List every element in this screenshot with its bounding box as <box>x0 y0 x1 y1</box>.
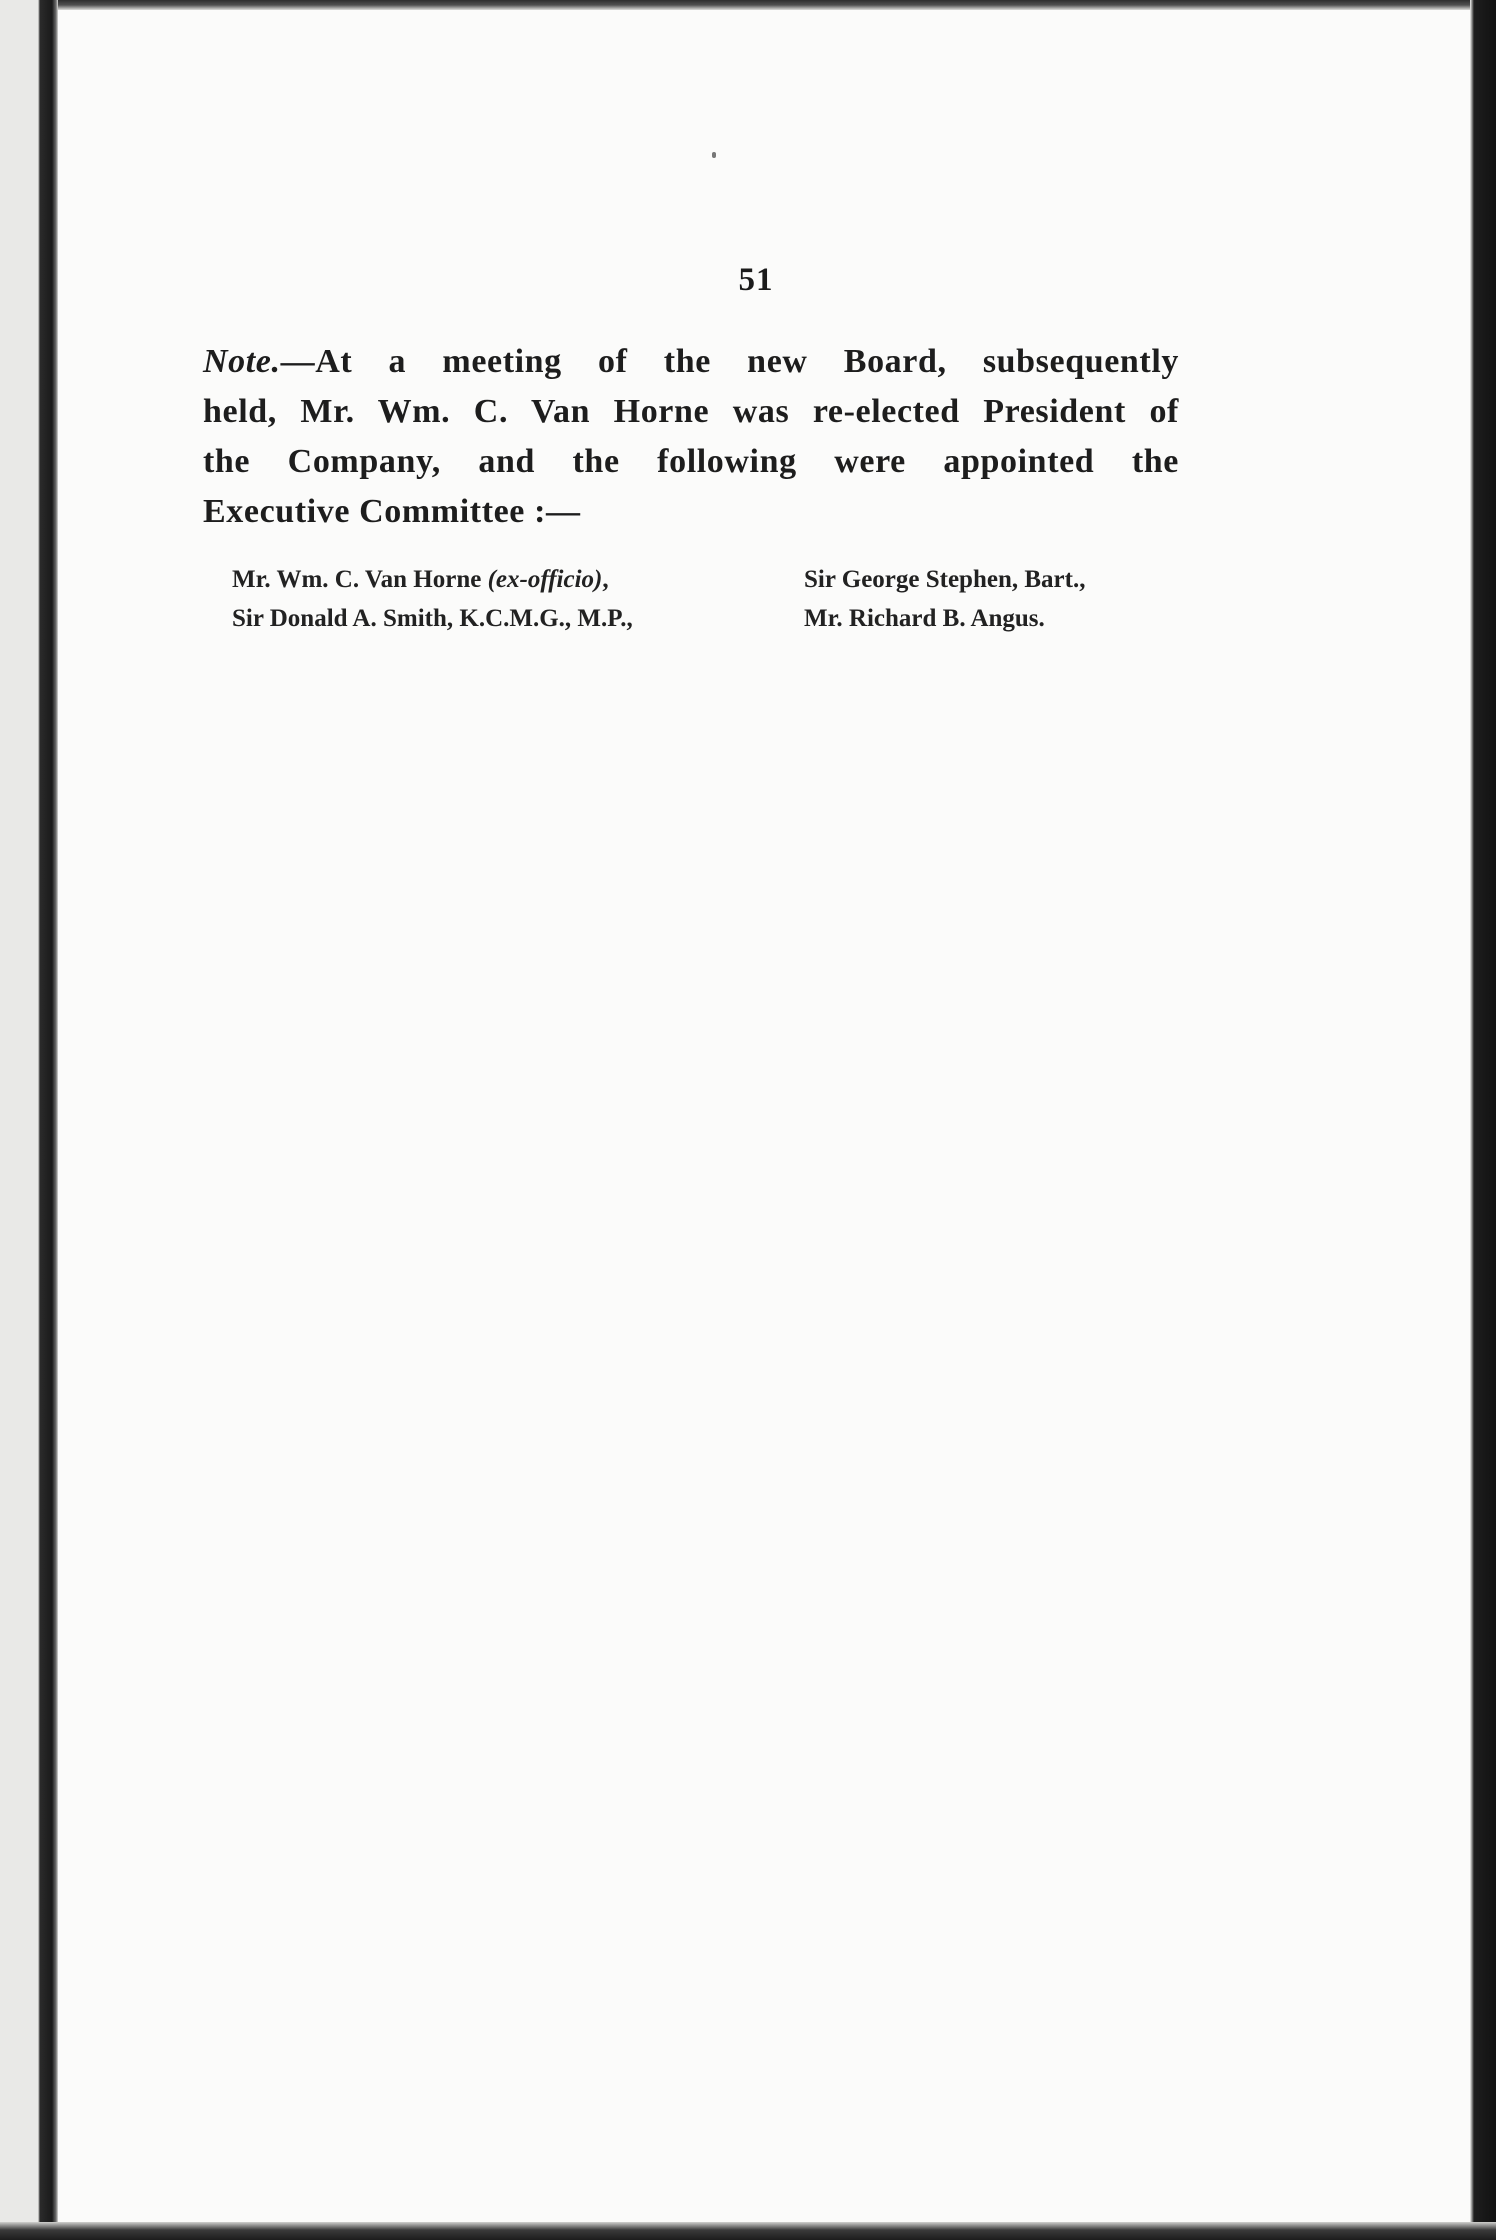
page-binding-edge <box>0 0 58 2240</box>
note-line-1-text: At a meeting of the new Board, subsequently <box>315 343 1179 380</box>
committee-member-suffix: , <box>602 566 609 593</box>
note-line-4: Executive Committee :— <box>203 493 581 530</box>
page-top-edge <box>0 0 1496 10</box>
note-label: Note. <box>203 343 281 380</box>
scan-speck <box>712 152 716 158</box>
committee-column-left <box>232 560 633 638</box>
committee-member-name: Mr. Richard B. Angus. <box>804 605 1045 632</box>
note-line-3: the Company, and the following were appointed the <box>203 443 1179 480</box>
page-right-edge <box>1470 0 1496 2240</box>
committee-member-name: Mr. Wm. C. Van Horne <box>232 566 482 593</box>
committee-member <box>232 599 633 638</box>
note-line-2: held, Mr. Wm. C. Van Horne was re-elected President of <box>203 393 1179 430</box>
committee-member-name: Sir Donald A. Smith, K.C.M.G., M.P., <box>232 605 633 632</box>
page-bottom-edge <box>0 2222 1496 2240</box>
page-number: 51 <box>738 262 774 298</box>
note-line-1 <box>203 337 1179 387</box>
committee-member <box>804 560 1085 599</box>
committee-member <box>232 560 633 599</box>
committee-member <box>804 599 1085 638</box>
committee-column-right <box>804 560 1085 638</box>
committee-member-qualifier: (ex-officio) <box>487 566 603 593</box>
committee-member-name: Sir George Stephen, Bart., <box>804 566 1086 593</box>
note-paragraph <box>203 337 1179 537</box>
note-dash: — <box>280 343 316 380</box>
